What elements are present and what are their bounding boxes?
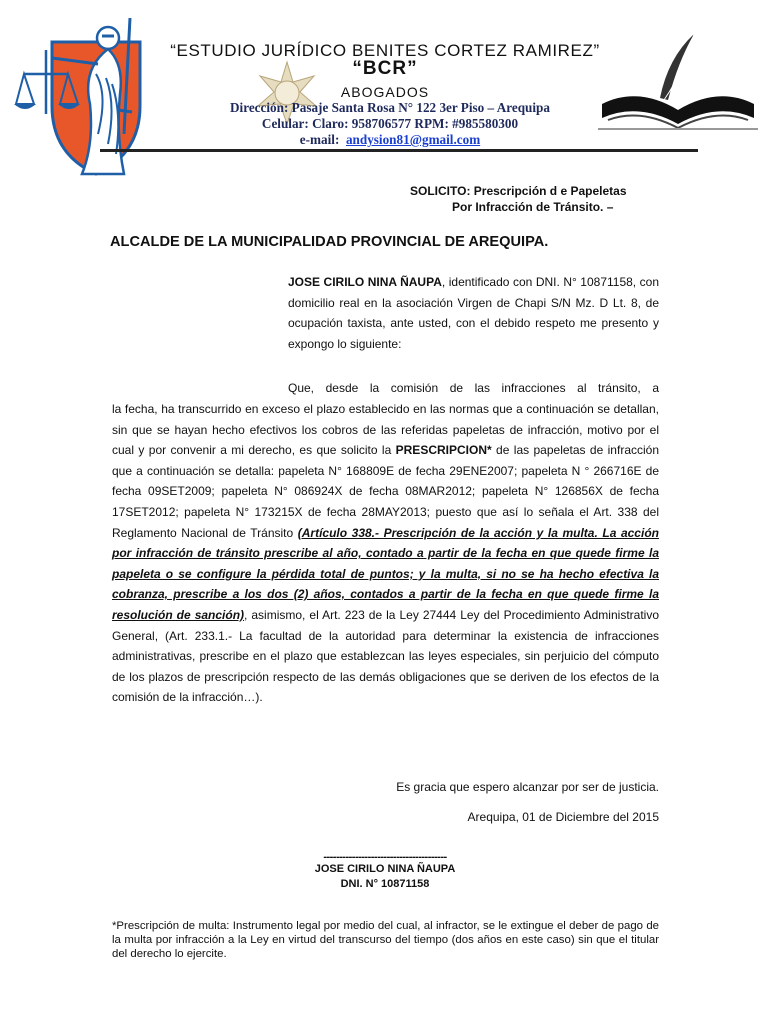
- firm-subtitle: ABOGADOS: [340, 84, 430, 100]
- body-text-2: de las papeletas de infracción que a continuación se detalla: papeleta N° 168809E de fecha 29ENE2007; papeleta N ° 266716E de fecha 09SET2009; papeleta N° 086924X de fecha 08MAR2012; papeleta N° 126856X de fecha 17SET2012; papeleta N° 173215X de fecha 28MAY2013; puesto que así lo señala el Art. 338 del Reglamento Nacional de Tránsito: [112, 443, 660, 540]
- signature-name: JOSE CIRILO NINA ÑAUPA: [314, 863, 456, 875]
- firm-phone: Celular: Claro: 958706577 RPM: #985580300: [261, 116, 519, 131]
- addressee-heading: ALCALDE DE LA MUNICIPALIDAD PROVINCIAL DE AREQUIPA.: [110, 234, 549, 250]
- solicito-block: [410, 183, 670, 215]
- firm-address: Dirección: Pasaje Santa Rosa N° 122 3er Piso – Arequipa: [230, 100, 550, 115]
- firm-email-line: [160, 132, 620, 148]
- signature-dni: DNI. N° 10871158: [340, 878, 430, 890]
- place-date: Arequipa, 01 de Diciembre del 2015: [467, 810, 659, 824]
- header-divider: [100, 149, 698, 152]
- body-paragraph-first-line: Que, desde la comisión de las infracciones al tránsito, a: [288, 381, 659, 395]
- email-label: e-mail:: [299, 132, 340, 147]
- intro-text: , identificado con DNI. N° 10871158, con domicilio real en la asociación Virgen de Chapi S/N Mz. D Lt. 8, de ocupación taxista, ante usted, con el debido respeto me presento y expongo lo siguiente:: [288, 275, 659, 351]
- solicito-line-2: Por Infracción de Tránsito. –: [452, 200, 614, 214]
- quill-book-logo: [598, 28, 758, 138]
- closing-phrase: Es gracia que espero alcanzar por ser de justicia.: [396, 780, 659, 794]
- body-paragraph: [112, 399, 659, 708]
- lady-justice-logo: [12, 14, 162, 184]
- article-338-quote: (Artículo 338.- Prescripción de la acción y la multa. La acción por infracción de tránsito prescribe al año, contado a partir de la fecha en que quede firme la papeleta o se configure la pérdida total de puntos; y la multa, si no se ha hecho efectiva la cobranza, prescribe a los dos (2) años, contados a partir de la fecha en que quede firme la resolución de sanción): [112, 525, 659, 622]
- intro-paragraph: [288, 272, 659, 354]
- applicant-name: JOSE CIRILO NINA ÑAUPA: [288, 275, 442, 289]
- body-text-1: la fecha, ha transcurrido en exceso el plazo establecido en las normas que a continuación se detallan, sin que se hayan hecho efectivos los cobros de las referidas papeletas de infracción, motivo por el cual y por convenir a mi derecho, es que solicito la: [112, 402, 659, 458]
- firm-name: “ESTUDIO JURÍDICO BENITES CORTEZ RAMIREZ”: [170, 41, 600, 60]
- signature-line: ---------------------------------------: [323, 851, 447, 863]
- firm-acronym: “BCR”: [352, 58, 418, 79]
- prescripcion-term: PRESCRIPCION*: [395, 443, 492, 458]
- email-link[interactable]: andysion81@gmail.com: [345, 132, 481, 147]
- solicito-line-1: SOLICITO: Prescripción d e Papeletas: [410, 184, 627, 198]
- body-text-3: , asimismo, el Art. 223 de la Ley 27444 Ley del Procedimiento Administrativo General, (Art. 233.1.- La facultad de la autoridad para determinar la existencia de infracciones administrativas, prescribe en el plazo que establezcan las leyes especiales, sin perjuicio del cómputo de los plazos de prescripción respecto de las demás obligaciones que se deriven de los efectos de la comisión de la infracción…).: [112, 607, 659, 705]
- footnote: *Prescripción de multa: Instrumento legal por medio del cual, al infractor, se le extingue el deber de pago de la multa por infracción a la Ley en virtud del transcurso del tiempo (dos años en este caso) sin que el titular del derecho lo ejercite.: [112, 920, 659, 960]
